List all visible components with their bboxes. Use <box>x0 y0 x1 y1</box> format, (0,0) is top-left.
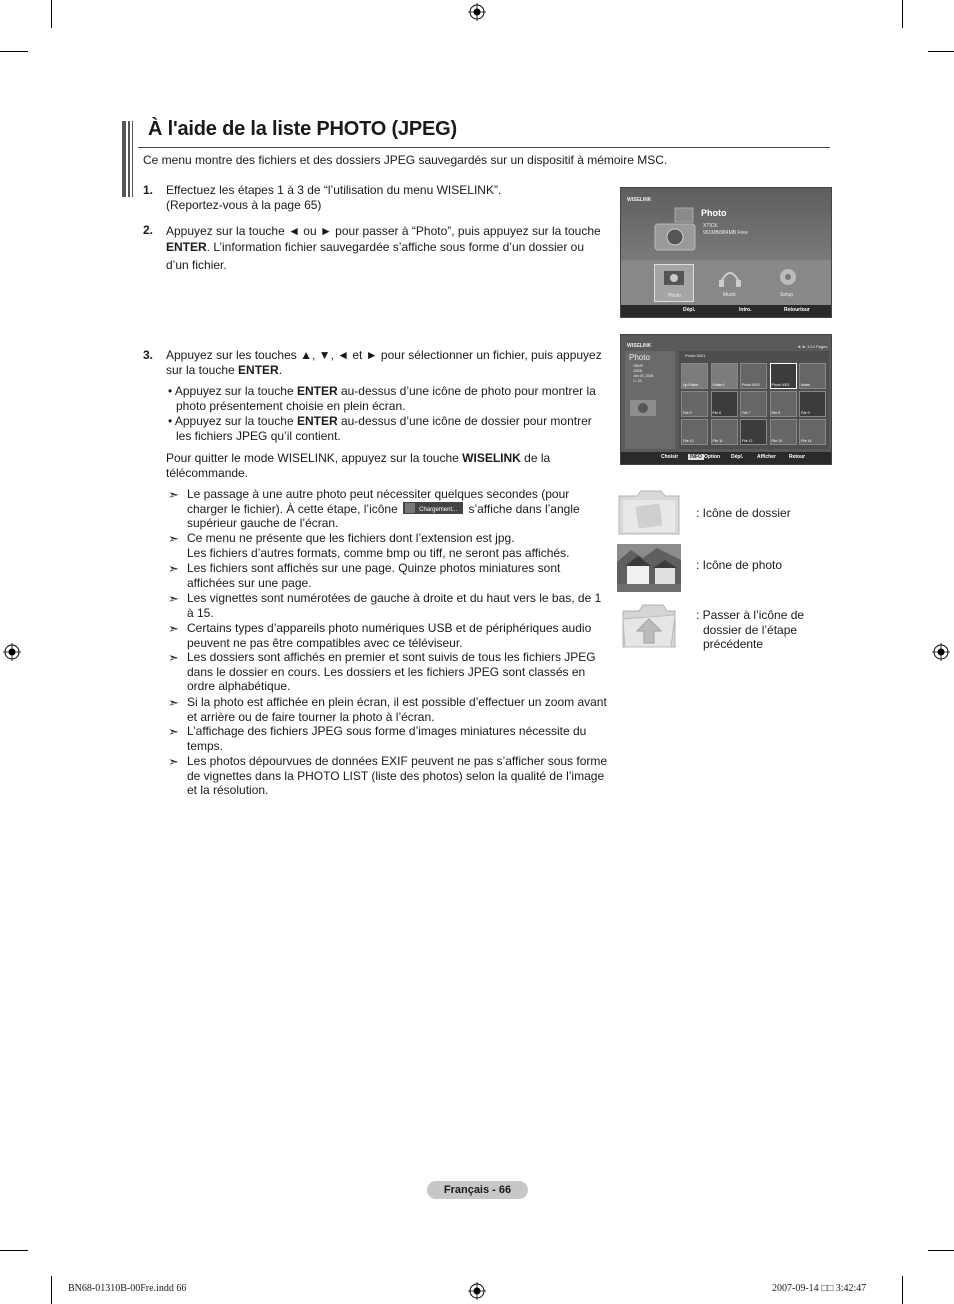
page-number-label: Français - 66 <box>427 1181 528 1199</box>
thumbnail-tile[interactable] <box>770 363 797 389</box>
menu-item-setup[interactable]: Setup <box>769 264 807 300</box>
note-arrow-icon: ➣ <box>168 754 179 769</box>
step-text: Appuyez sur les touches ▲, ▼, ◄ et ► pour sélectionner un fichier, puis appuyez sur la touche ENTER. <box>166 348 602 377</box>
registration-mark-icon <box>468 1282 486 1300</box>
side-title: Photo <box>629 353 650 362</box>
registration-mark-icon <box>932 643 950 661</box>
thumbnail-tile[interactable] <box>681 363 708 389</box>
step-text: Appuyez sur la touche ◄ ou ► pour passer à “Photo”, puis appuyez sur la touche ENTER. L’information fichier sauvegardée s’affiche sous forme d’un dossier ou d’un fichier. <box>166 224 601 272</box>
thumbnail-label: Photo 0002 <box>771 383 790 387</box>
crop-mark <box>51 0 52 28</box>
bullet-item: • Appuyez sur la touche ENTER au-dessus d’une icône de photo pour montrer la photo présentement choisie en plein écran. <box>168 384 596 413</box>
note-item: Les dossiers sont affichés en premier et sont suivis de tous les fichiers JPEG dans le dossier en cours. Les dossiers et les fichiers JPEG sont classés en ordre alphabétique. <box>187 650 596 694</box>
menu-item-photo[interactable]: Photo <box>654 264 694 302</box>
screen-footer: Dépl. Intro. Retourtour <box>621 305 831 317</box>
legend-label: : Icône de photo <box>696 558 783 572</box>
note-item: Les fichiers sont affichés sur une page. Quinze photos miniatures sont affichées sur une page. <box>187 561 561 590</box>
note-item: Certains types d’appareils photo numériques USB et de périphériques audio peuvent ne pas être compatibles avec ce téléviseur. <box>187 621 592 650</box>
folder-path: Photo 0001 <box>685 353 706 358</box>
bullet-item: • Appuyez sur la touche ENTER au-dessus d’une icône de dossier pour montrer les fichiers JPEG qu’il contient. <box>168 414 592 443</box>
crop-mark <box>0 1250 28 1251</box>
thumbnail-label: File 7 <box>742 411 751 415</box>
note-arrow-icon: ➣ <box>168 724 179 739</box>
gear-icon <box>769 264 807 290</box>
thumbnail-tile[interactable] <box>799 391 826 417</box>
registration-mark-icon <box>468 3 486 21</box>
camera-icon <box>629 395 657 417</box>
thumbnail-tile[interactable] <box>740 363 767 389</box>
step-number: 1. <box>143 183 154 197</box>
crop-mark <box>902 1276 903 1304</box>
screen-heading: Photo <box>701 208 727 218</box>
wiselink-logo: WISELINK <box>627 197 652 203</box>
print-file-info: BN68-01310B-00Fre.indd 66 <box>68 1283 187 1294</box>
thumbnail-label: File 6 <box>712 411 722 415</box>
note-arrow-icon: ➣ <box>168 487 179 502</box>
quit-instruction: Pour quitter le mode WISELINK, appuyez sur la touche WISELINK de la télécommande. <box>166 451 551 480</box>
photo-icon <box>655 265 693 291</box>
menu-item-music[interactable]: Music <box>711 264 749 300</box>
loading-badge: Chargement... <box>403 502 463 514</box>
intro-text: Ce menu montre des fichiers et des dossiers JPEG sauvegardés sur un dispositif à mémoire MSC. <box>143 153 668 167</box>
registration-mark-icon <box>3 643 21 661</box>
thumbnail-label: File 10 <box>683 439 694 443</box>
thumbnail-tile[interactable] <box>770 419 797 445</box>
note-item: Les vignettes sont numérotées de gauche à droite et du haut vers le bas, de 1 à 15. <box>187 591 602 620</box>
step-number: 3. <box>143 348 154 362</box>
photo-info: 1864P 1Ø0B Jan 29, 2008 1 / 20 <box>633 364 654 383</box>
step-number: 2. <box>143 223 154 237</box>
note-item: Le passage à une autre photo peut nécessiter quelques secondes (pour charger le fichier). À cette étape, l’icône Chargement... s’affiche dans l’angle supérieur gauche de l’écran. <box>187 487 580 531</box>
crop-mark <box>902 0 903 28</box>
note-arrow-icon: ➣ <box>168 531 179 546</box>
headphones-icon <box>711 264 749 290</box>
photo-icon <box>617 544 681 592</box>
thumbnail-tile[interactable] <box>711 391 738 417</box>
crop-mark <box>928 51 954 52</box>
thumbnail-tile[interactable] <box>681 419 708 445</box>
thumbnail-grid <box>681 363 829 447</box>
thumbnail-label: Notes <box>801 383 811 387</box>
up-folder-icon <box>617 601 681 649</box>
note-arrow-icon: ➣ <box>168 695 179 710</box>
thumbnail-tile[interactable] <box>799 419 826 445</box>
thumbnail-tile[interactable] <box>711 363 738 389</box>
note-item: L’affichage des fichiers JPEG sous forme d’images miniatures nécessite du temps. <box>187 724 587 753</box>
legend-label: : Icône de dossier <box>696 506 791 520</box>
page-title: À l'aide de la liste PHOTO (JPEG) <box>148 118 457 140</box>
thumbnail-label: File 11 <box>712 439 723 443</box>
note-arrow-icon: ➣ <box>168 591 179 606</box>
legend-label: : Passer à l’icône de dossier de l’étape précédente <box>696 608 805 652</box>
crop-mark <box>928 1250 954 1251</box>
thumbnail-label: Photo 0001 <box>742 383 760 387</box>
thumbnail-label: Folder1 <box>712 383 725 387</box>
thumbnail-tile[interactable] <box>770 391 797 417</box>
note-arrow-icon: ➣ <box>168 621 179 636</box>
screen-footer: Choisir INFO Option Dépl. Afficher Retour <box>621 452 831 464</box>
crop-mark <box>0 51 28 52</box>
thumbnail-tile[interactable] <box>681 391 708 417</box>
thumbnail-label: File 13 <box>771 439 783 443</box>
thumbnail-tile[interactable] <box>740 419 767 445</box>
note-item: Ce menu ne présente que les fichiers dont l’extension est jpg. Les fichiers d’autres formats, comme bmp ou tiff, ne seront pas affichés. <box>187 531 570 560</box>
crop-mark <box>51 1276 52 1304</box>
photo-list-screenshot <box>620 334 832 465</box>
thumbnail-label: File 9 <box>801 411 810 415</box>
camera-icon <box>651 206 701 256</box>
thumbnail-label: Up Folder <box>683 383 699 387</box>
note-arrow-icon: ➣ <box>168 561 179 576</box>
page-indicator: ◄ ► 1/12 Pages <box>797 344 828 349</box>
thumbnail-tile[interactable] <box>799 363 826 389</box>
thumbnail-label: File 8 <box>771 411 781 415</box>
note-item: Si la photo est affichée en plein écran, il est possible d’effectuer un zoom avant et arrière ou de faire tourner la photo à l’écran. <box>187 695 607 724</box>
free-space: 961MB/984MB Free <box>703 230 748 236</box>
thumbnail-tile[interactable] <box>711 419 738 445</box>
wiselink-logo: WISELINK <box>627 343 652 349</box>
step-text: Effectuez les étapes 1 à 3 de “l’utilisation du menu WISELINK”. (Reportez-vous à la page 65) <box>166 183 502 212</box>
wiselink-menu-screenshot <box>620 187 832 318</box>
print-date-info: 2007-09-14 □□ 3:42:47 <box>772 1283 867 1294</box>
title-accent-bar <box>122 121 134 197</box>
note-item: Les photos dépourvues de données EXIF peuvent ne pas s’afficher sous forme de vignettes dans la PHOTO LIST (liste des photos) selon la qualité de l’image et la résolution. <box>187 754 608 798</box>
title-rule <box>138 147 830 148</box>
thumbnail-label: File 5 <box>683 411 692 415</box>
folder-icon <box>617 488 681 536</box>
note-arrow-icon: ➣ <box>168 650 179 665</box>
hourglass-icon <box>405 503 415 513</box>
device-name: XTICK <box>703 223 718 229</box>
thumbnail-tile[interactable] <box>740 391 767 417</box>
thumbnail-label: File 12 <box>742 439 753 443</box>
thumbnail-label: File 14 <box>801 439 812 443</box>
